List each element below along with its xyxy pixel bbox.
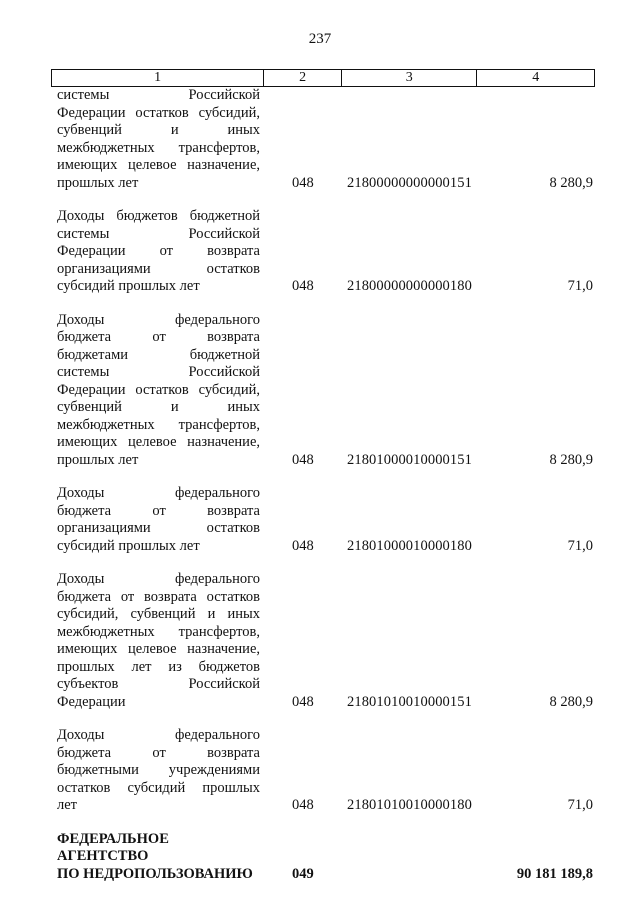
row-code: 049	[292, 865, 314, 882]
description-line: лет	[57, 797, 78, 813]
row-amount: 71,0	[567, 278, 593, 294]
table-row	[57, 727, 595, 815]
description-line: Федерации остатков субсидий,	[57, 104, 260, 121]
row-description	[57, 571, 260, 711]
description-line: Доходы бюджетов бюджетной	[57, 208, 260, 224]
table-row	[57, 87, 595, 192]
row-amount: 71,0	[567, 537, 593, 554]
description-line: системы Российской	[57, 87, 260, 103]
description-line: организациями остатков	[57, 520, 260, 536]
row-code: 048	[292, 693, 314, 710]
description-line: ПО НЕДРОПОЛЬЗОВАНИЮ	[57, 865, 253, 882]
description-line: остатков субсидий прошлых	[57, 779, 260, 796]
table-row	[57, 312, 595, 470]
description-line: бюджетными учреждениями	[57, 762, 260, 778]
description-line: бюджета от возврата	[57, 329, 260, 345]
row-code: 048	[292, 451, 314, 468]
description-line: имеющих целевое назначение,	[57, 641, 260, 657]
row-code: 048	[292, 537, 314, 554]
table-row	[57, 485, 595, 555]
row-amount: 90 181 189,8	[516, 865, 593, 882]
row-description	[57, 208, 260, 296]
row-description	[57, 727, 260, 815]
row-description	[57, 87, 260, 192]
row-amount: 8 280,9	[549, 174, 593, 191]
row-kbk: 21801010010000151	[347, 693, 472, 710]
row-description	[57, 312, 260, 470]
description-line: Доходы федерального	[57, 485, 260, 501]
header-col-1: 1	[154, 70, 162, 85]
description-line: Федерации остатков субсидий,	[57, 381, 260, 398]
description-line: системы Российской	[57, 225, 260, 242]
table-row	[57, 831, 595, 884]
description-line: субсидий прошлых лет	[57, 537, 200, 554]
description-line: субвенций и иных	[57, 399, 260, 415]
row-amount: 8 280,9	[549, 451, 593, 468]
table-header	[51, 69, 595, 87]
row-amount: 8 280,9	[549, 693, 593, 710]
description-line: ФЕДЕРАЛЬНОЕ АГЕНТСТВО	[57, 830, 169, 864]
description-line: имеющих целевое назначение,	[57, 157, 260, 173]
row-kbk: 21801010010000180	[347, 797, 472, 813]
row-kbk: 21800000000000151	[347, 174, 472, 191]
row-description	[57, 831, 260, 884]
description-line: прошлых лет из бюджетов	[57, 658, 260, 675]
description-line: субъектов Российской	[57, 676, 260, 692]
row-kbk: 21800000000000180	[347, 278, 472, 294]
description-line: Доходы федерального	[57, 727, 260, 743]
description-line: бюджета от возврата	[57, 744, 260, 761]
description-line: имеющих целевое назначение,	[57, 434, 260, 450]
page-number: 237	[308, 31, 332, 47]
description-line: бюджета от возврата остатков	[57, 588, 260, 605]
description-line: межбюджетных трансфертов,	[57, 416, 260, 433]
description-line: прошлых лет	[57, 174, 139, 191]
description-line: прошлых лет	[57, 451, 139, 468]
header-col-2: 2	[263, 70, 341, 86]
description-line: межбюджетных трансфертов,	[57, 623, 260, 640]
description-line: бюджетами бюджетной	[57, 346, 260, 363]
description-line: Федерации от возврата	[57, 243, 260, 259]
description-line: организациями остатков	[57, 260, 260, 277]
row-description	[57, 485, 260, 555]
description-line: Доходы федерального	[57, 571, 260, 587]
header-col-4: 4	[476, 70, 594, 86]
description-line: субсидий, субвенций и иных	[57, 606, 260, 622]
row-code: 048	[292, 797, 314, 813]
row-kbk: 21801000010000151	[347, 451, 472, 468]
description-line: субсидий прошлых лет	[57, 278, 200, 294]
description-line: бюджета от возврата	[57, 502, 260, 519]
description-line: Федерации	[57, 693, 126, 710]
row-amount: 71,0	[567, 797, 593, 813]
header-col-3: 3	[341, 70, 477, 86]
row-kbk: 21801000010000180	[347, 537, 472, 554]
table-row	[57, 571, 595, 711]
description-line: межбюджетных трансфертов,	[57, 139, 260, 156]
table-row	[57, 208, 595, 296]
row-code: 048	[292, 278, 314, 294]
description-line: системы Российской	[57, 364, 260, 380]
description-line: субвенций и иных	[57, 122, 260, 138]
row-code: 048	[292, 174, 314, 191]
description-line: Доходы федерального	[57, 311, 260, 328]
table-body	[57, 87, 595, 883]
